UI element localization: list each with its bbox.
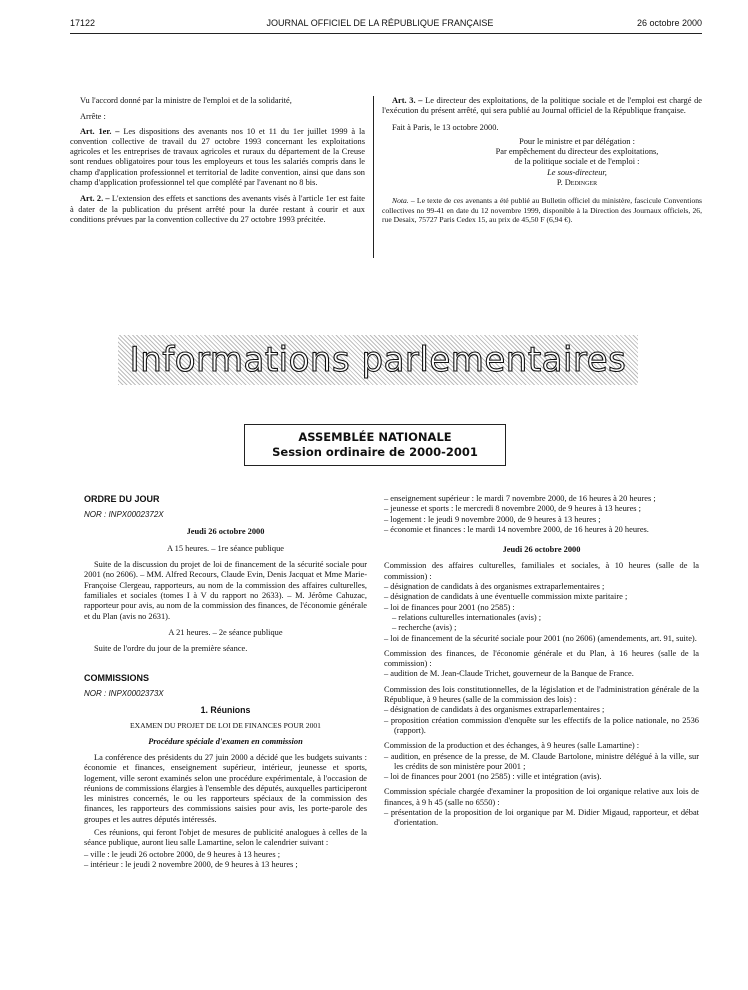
column-divider <box>373 96 374 258</box>
list-item: – audition, en présence de la presse, de M. Claude Bartolone, ministre délégué à la ville, sur les crédits de son ministère pour 2001 ; <box>384 751 699 771</box>
list-item: – désignation de candidats à une éventuelle commission mixte paritaire ; <box>384 592 628 602</box>
header-date: 26 octobre 2000 <box>636 18 702 28</box>
list-item: – recherche (avis) ; <box>392 623 457 633</box>
list-item: – proposition création commission d'enquête sur les effectifs de la police nationale, no 2536 (rapport). <box>384 715 699 735</box>
decree-right-column <box>382 96 702 230</box>
commission-block-items <box>384 752 699 783</box>
commission-block-head: Commission des lois constitutionnelles, de la législation et de l'administration générale de la République, à 9 heures (salle de la commission des lois) : <box>384 684 699 705</box>
seance-1-text: Suite de la discussion du projet de loi de financement de la sécurité sociale pour 2001 (no 2606). – MM. Alfred Recours, Claude Evin, Denis Jacquat et Mme Marie-Françoise Clergeau, rapporteurs, au nom de la commission des affaires culturelles, familiales et sociales (tomes I à V du rapport no 2633). – M. Jérôme Cahuzac, rapporteur pour avis, au nom de la commission des finances, de l'économie générale et du Plan (avis no 2631). <box>84 560 367 621</box>
list-item: – économie et finances : le mardi 14 novembre 2000, de 16 heures à 20 heures. <box>384 524 649 534</box>
list-item: – logement : le jeudi 9 novembre 2000, de 9 heures à 13 heures ; <box>384 514 601 524</box>
commission-block-items <box>384 582 699 644</box>
article-1-label: Art. 1er. – <box>80 126 120 136</box>
list-item: – loi de financement de la sécurité sociale pour 2001 (no 2606) (amendements, art. 91, suite). <box>384 633 697 643</box>
commission-block-head: Commission des finances, de l'économie générale et du Plan, à 16 heures (salle de la commission) : <box>384 648 699 669</box>
procedure-paragraph-1: La conférence des présidents du 27 juin 2000 a décidé que les budgets suivants : économie et finances, enseignement supérieur, intérieur, jeunesse et sports, logement, ville seront examinés selon une procédure expérimentale, à l'occasion de réunions de commissions élargies à l'ensemble des députés, auxquelles participeront les ministres concernés, le ou les rapporteurs spéciaux de la commission des finances, les rapporteurs des commissions saisies pour avis, les porte-parole des groupes et les autres députés intéressés. <box>84 752 367 824</box>
assembly-box <box>244 424 506 466</box>
commission-block-head: Commission de la production et des échanges, à 9 heures (salle Lamartine) : <box>384 741 640 751</box>
reunions-heading: 1. Réunions <box>200 705 251 716</box>
list-item: – enseignement supérieur : le mardi 7 novembre 2000, de 16 heures à 20 heures ; <box>384 494 656 503</box>
commission-block-items <box>384 705 699 736</box>
calendar-list-left <box>84 850 367 871</box>
page-number: 17122 <box>70 18 96 28</box>
assembly-title: ASSEMBLÉE NATIONALE <box>298 430 452 444</box>
ordre-day: Jeudi 26 octobre 2000 <box>186 526 265 536</box>
decree-left-column <box>70 96 365 231</box>
commission-block-items <box>384 808 699 829</box>
list-item: – loi de finances pour 2001 (no 2585) : <box>384 602 515 612</box>
list-item: – relations culturelles internationales (avis) ; <box>392 612 542 622</box>
session-title: Session ordinaire de 2000-2001 <box>272 445 478 459</box>
lower-left-column <box>84 494 367 874</box>
article-2-label: Art. 2. – <box>80 194 110 204</box>
commission-block-head: Commission spéciale chargée d'examiner la proposition de loi organique relative aux lois de finances, à 9 h 45 (salle no 6550) : <box>384 787 699 807</box>
seance-1-heading: A 15 heures. – 1re séance publique <box>167 543 284 553</box>
list-item: – loi de finances pour 2001 (no 2585) : ville et intégration (avis). <box>384 772 602 782</box>
article-1: Art. 1er. – Les dispositions des avenants nos 10 et 11 du 1er juillet 1999 à la convention collective de travail du 27 octobre 1993 concernant les exploitations agricoles et les entreprises de travaux agricoles et ruraux du département de la Creuse sont rendues obligatoires pour tous les employeurs et tous les salariés compris dans le champ d'application professionnel et territorial de ladite convention, ainsi que dans son champ d'application professionnel tel que complété par l'avenant no 8 bis. <box>70 126 366 188</box>
list-item: – jeunesse et sports : le mercredi 8 novembre 2000, de 9 heures à 13 heures ; <box>384 504 641 514</box>
header-rule <box>70 33 702 34</box>
examen-heading: EXAMEN DU PROJET DE LOI DE FINANCES POUR 2001 <box>130 721 321 731</box>
list-item: – désignation de candidats à des organismes extraparlementaires ; <box>384 582 605 592</box>
banner-title: Informations parlementaires <box>129 340 627 380</box>
seance-2-text: Suite de l'ordre du jour de la première séance. <box>94 644 248 654</box>
list-item: – désignation de candidats à des organismes extraparlementaires ; <box>384 705 605 715</box>
seance-2-heading: A 21 heures. – 2e séance publique <box>168 627 283 637</box>
article-3-label: Art. 3. – <box>392 96 423 105</box>
list-item: – présentation de la proposition de loi organique par M. Didier Migaud, rapporteur, et débat d'orientation. <box>384 808 699 828</box>
list-item: – ville : le jeudi 26 octobre 2000, de 9 heures à 13 heures ; <box>84 849 281 859</box>
ordre-nor: NOR : INPX0002372X <box>84 510 164 520</box>
list-item: – intérieur : le jeudi 2 novembre 2000, de 9 heures à 13 heures ; <box>84 859 298 869</box>
commission-block-items <box>384 669 699 679</box>
journal-title: JOURNAL OFFICIEL DE LA RÉPUBLIQUE FRANÇAISE <box>266 18 494 28</box>
ordre-du-jour-title: ORDRE DU JOUR <box>84 494 160 504</box>
commissions-nor: NOR : INPX0002373X <box>84 688 164 698</box>
jeudi-heading: Jeudi 26 octobre 2000 <box>502 545 581 555</box>
procedure-paragraph-2: Ces réunions, qui feront l'objet de mesures de publicité analogues à celles de la séance publique, auront lieu salle Lamartine, selon le calendrier suivant : <box>84 828 367 848</box>
article-3: Art. 3. – Le directeur des exploitations, de la politique sociale et de l'emploi est chargé de l'exécution du présent arrêté, qui sera publié au Journal officiel de la République française. <box>382 96 703 116</box>
calendar-list-right <box>384 494 699 535</box>
lower-right-column <box>384 494 699 833</box>
nota-paragraph: Nota. – Le texte de ces avenants a été publié au Bulletin officiel du ministère, fascicule Conventions collectives no 99-41 en date du 12 novembre 1999, disponible à la Direction des Journaux officiels, 26, rue Desaix, 75727 Paris Cedex 15, au prix de 45,50 F (6,94 €). <box>382 196 702 224</box>
commissions-title: COMMISSIONS <box>84 672 150 683</box>
fait-a-paris: Fait à Paris, le 13 octobre 2000. <box>392 122 499 132</box>
signature-block: Pour le ministre et par délégation : Par empêchement du directeur des exploitations, de la politique sociale et de l'emploi : Le sous-directeur, P. Dedinger <box>382 137 702 188</box>
commission-block-head: Commission des affaires culturelles, familiales et sociales, à 10 heures (salle de la commission) : <box>384 561 699 581</box>
article-2: Art. 2. – L'extension des effets et sanctions des avenants visés à l'article 1er est faite à dater de la publication du présent arrêté pour la durée restant à courir et aux conditions prévues par la convention collective du 27 octobre 1993 précitée. <box>70 194 366 224</box>
signatory-name: P. Dedinger <box>556 178 598 188</box>
arrete-label: Arrête : <box>80 112 106 122</box>
procedure-heading: Procédure spéciale d'examen en commission <box>148 736 303 746</box>
vu-paragraph: Vu l'accord donné par la ministre de l'emploi et de la solidarité, <box>80 96 292 105</box>
list-item: – audition de M. Jean-Claude Trichet, gouverneur de la Banque de France. <box>384 669 634 679</box>
